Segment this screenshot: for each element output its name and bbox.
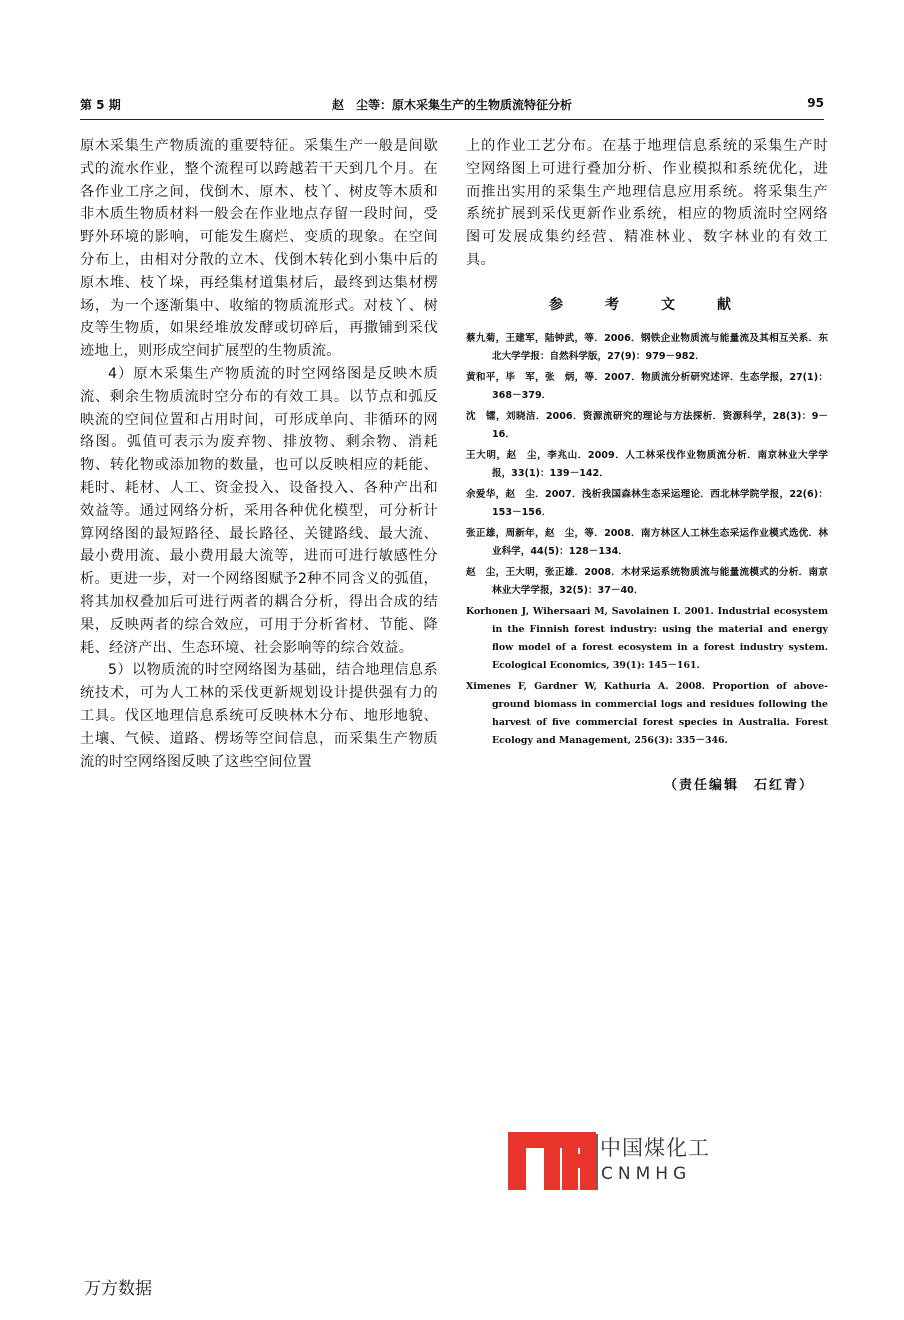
body-paragraph: 5）以物质流的时空网络图为基础，结合地理信息系统技术，可为人工林的采伐更新规划设计提供强有力的工具。伐区地理信息系统可反映林木分布、地形地貌、土壤、气候、道路、楞场等空间信息，而采集生产物质流的时空网络图反映了这些空间位置 [80, 662, 438, 770]
right-column [466, 135, 828, 793]
reference-item: 蔡九菊，王建军，陆钟武，等．2006．钢铁企业物质流与能量流及其相互关系．东北大学学报：自然科学版，27(9)：979－982． [466, 332, 828, 362]
logo-text-en: CNMHG [601, 1164, 692, 1184]
body-paragraph: 原木采集生产物质流的重要特征。采集生产一般是间歇式的流水作业，整个流程可以跨越若干天到几个月。在各作业工序之间，伐倒木、原木、枝丫、树皮等木质和非木质生物质材料一般会在作业地点存留一段时间，受野外环境的影响，可能发生腐烂、变质的现象。在空间分布上，由相对分散的立木、伐倒木转化到小集中后的原木堆、枝丫垛，再经集材道集材后，最终到达集材楞场，为一个逐渐集中、收缩的物质流形式。对枝丫、树皮等生物质，如果经堆放发酵或切碎后，再撒铺到采伐迹地上，则形成空间扩展型的生物质流。 [80, 138, 438, 360]
running-title: 赵 尘等：原木采集生产的生物质流特征分析 [331, 98, 572, 112]
reference-item: 黄和平，毕 军，张 炳，等．2007．物质流分析研究述评．生态学报，27(1)：368－379． [466, 371, 828, 401]
page-number: 95 [807, 96, 824, 110]
reference-item: 沈 镭，刘晓洁．2006．资源流研究的理论与方法探析．资源科学，28(3)：9－16． [466, 410, 828, 440]
reference-list [466, 330, 828, 750]
logo-divider [596, 1134, 598, 1190]
reference-item: 王大明，赵 尘，李兆山．2009．人工林采伐作业物质流分析．南京林业大学学报，33(1)：139－142． [466, 449, 828, 479]
header-rule [80, 119, 824, 120]
reference-item: 赵 尘，王大明，张正雄．2008．木材采运系统物质流与能量流模式的分析．南京林业大学学报，32(5)：37－40． [466, 566, 828, 596]
logo-mark [508, 1132, 596, 1190]
left-column [80, 135, 438, 773]
reference-item: 张正雄，周新年，赵 尘，等．2008．南方林区人工林生态采运作业模式选优．林业科学，44(5)：128－134． [466, 527, 828, 557]
body-paragraph: 上的作业工艺分布。在基于地理信息系统的采集生产时空网络图上可进行叠加分析、作业模拟和系统优化，进而推出实用的采集生产地理信息应用系统。将采集生产系统扩展到采伐更新作业系统，相应的物质流时空网络图可发展成集约经营、精准林业、数字林业的有效工具。 [466, 138, 828, 268]
body-paragraph: 4）原木采集生产物质流的时空网络图是反映木质流、剩余生物质流时空分布的有效工具。以节点和弧反映流的空间位置和占用时间，可形成单向、非循环的网络图。弧值可表示为废弃物、排放物、剩余物、消耗物、转化物或添加物的数量，也可以反映相应的耗能、耗时、耗材、人工、资金投入、设备投入、各种产出和效益等。通过网络分析，采用各种优化模型，可分析计算网络图的最短路径、最长路径、关键路线、最大流、最小费用流、最小费用最大流等，进而可进行敏感性分析。更进一步，对一个网络图赋予2种不同含义的弧值，将其加权叠加后可进行两者的耦合分析，得出合成的结果，反映两者的综合效应，可用于分析省材、节能、降耗、经济产出、生态环境、社会影响等的综合效益。 [80, 365, 438, 656]
logo-text-cn: 中国煤化工 [600, 1136, 710, 1160]
responsible-editor: （责任编辑 石红青） [663, 777, 814, 793]
running-header [80, 96, 824, 116]
references-heading: 参 考 文 献 [549, 296, 745, 313]
reference-item: 余爱华，赵 尘．2007．浅析我国森林生态采运理论．西北林学院学报，22(6)：153－156． [466, 488, 828, 518]
reference-item: Korhonen J, Wihersaari M, Savolainen I. 2001. Industrial ecosystem in the Finnish forest industry: using the material and energy flow model of a forest ecosystem in a forest industry system. Ecological Economics, 39(1): 145－161. [466, 605, 828, 671]
wanfang-data-mark: 万方数据 [84, 1279, 152, 1299]
issue-number: 第 5 期 [80, 98, 121, 112]
reference-item: Ximenes F, Gardner W, Kathuria A. 2008. Proportion of above-ground biomass in commercial logs and residues following the harvest of five commercial forest species in Australia. Forest Ecology and Management, 256(3): 335－346. [466, 680, 828, 746]
